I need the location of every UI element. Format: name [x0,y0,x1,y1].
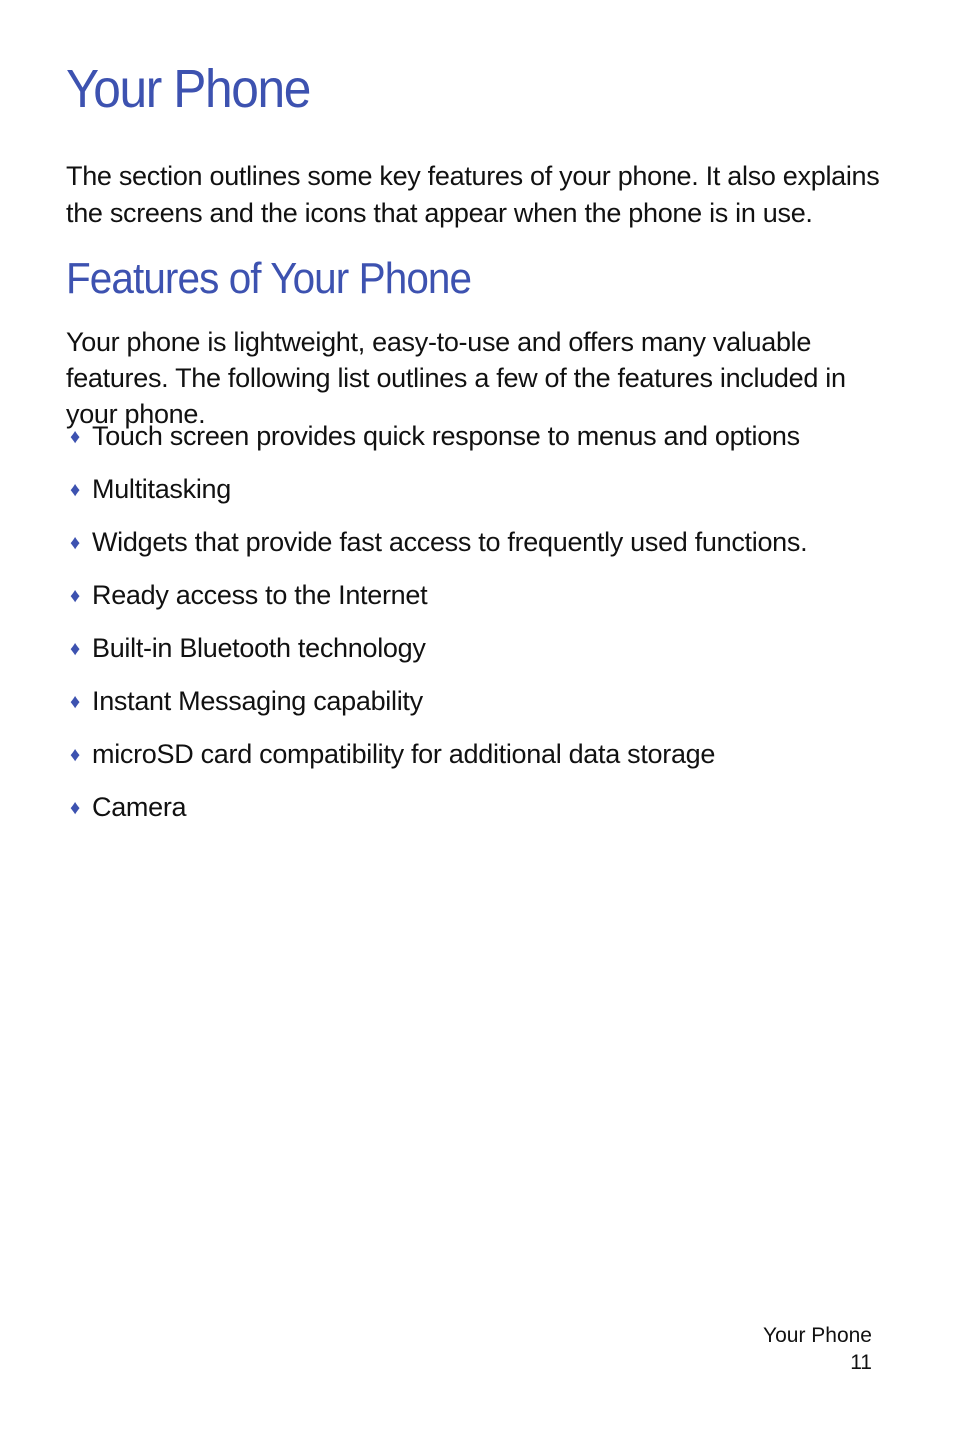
feature-list [70,410,807,834]
list-item [70,569,807,622]
diamond-bullet-icon: ♦ [70,743,80,766]
feature-text: Instant Messaging capability [92,686,423,716]
diamond-bullet-icon: ♦ [70,425,80,448]
diamond-bullet-icon: ♦ [70,637,80,660]
list-item [70,675,807,728]
intro-paragraph: The section outlines some key features of your phone. It also explains the screens and the icons that appear when the phone is in use. [66,161,880,228]
feature-text: Touch screen provides quick response to menus and options [92,421,800,451]
diamond-bullet-icon: ♦ [70,796,80,819]
section-paragraph: Your phone is lightweight, easy-to-use and offers many valuable features. The following list outlines a few of the features included in your phone. [66,327,846,429]
page-footer [763,1322,872,1376]
list-item [70,781,807,834]
page-title: Your Phone [66,59,311,119]
list-item [70,516,807,569]
feature-text: Camera [92,792,187,822]
section-heading: Features of Your Phone [66,254,472,303]
feature-text: Ready access to the Internet [92,580,428,610]
feature-text: Multitasking [92,474,231,504]
feature-text: Widgets that provide fast access to frequently used functions. [92,527,808,557]
footer-section-name: Your Phone [763,1324,872,1347]
diamond-bullet-icon: ♦ [70,478,80,501]
diamond-bullet-icon: ♦ [70,690,80,713]
list-item [70,622,807,675]
page-number: 11 [850,1351,872,1374]
list-item [70,463,807,516]
list-item [70,410,807,463]
diamond-bullet-icon: ♦ [70,531,80,554]
list-item [70,728,807,781]
feature-text: Built-in Bluetooth technology [92,633,426,663]
feature-text: microSD card compatibility for additional data storage [92,739,716,769]
diamond-bullet-icon: ♦ [70,584,80,607]
